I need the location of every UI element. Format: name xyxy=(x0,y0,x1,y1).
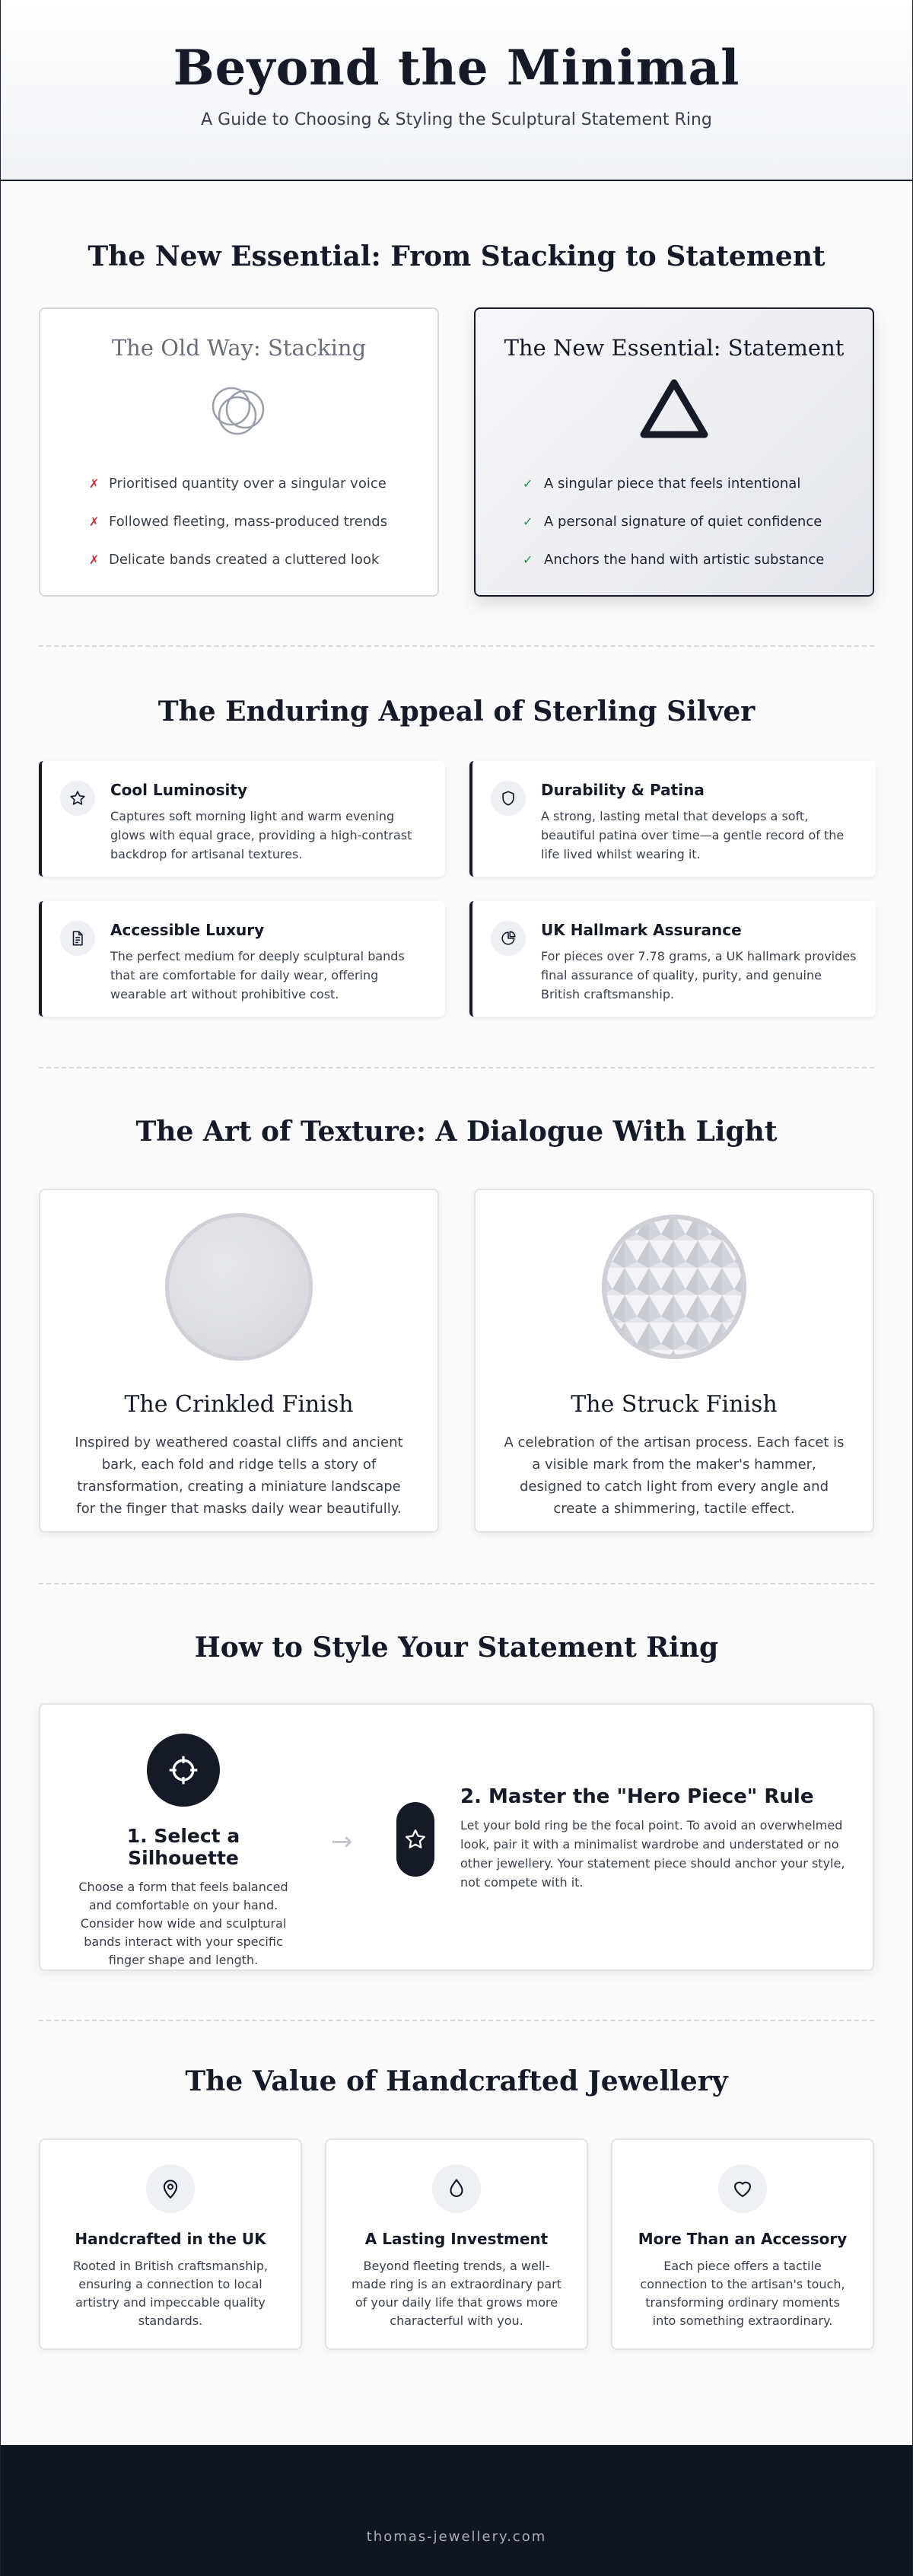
comparison xyxy=(39,307,874,597)
list-item xyxy=(523,464,873,502)
new-essential-heading: The New Essential: Statement xyxy=(504,335,845,361)
list-item xyxy=(523,540,873,578)
feature-body xyxy=(110,781,428,877)
star-icon xyxy=(60,781,95,816)
list-item xyxy=(89,540,437,578)
hero-header xyxy=(1,0,912,181)
old-way-card xyxy=(39,307,439,597)
feature-text: The perfect medium for deeply sculptural bands that are comfortable for daily wear, offering wearable art without prohibitive cost. xyxy=(110,949,405,1001)
list-item-text: A personal signature of quiet confidence xyxy=(544,513,822,530)
feature-title: UK Hallmark Assurance xyxy=(541,921,742,939)
step-2-text: Let your bold ring be the focal point. To avoid an overwhelmed look, pair it with a minimalist wardrobe and understated or no other jewellery. Your statement piece should anchor your style, not compete with it. xyxy=(460,1818,845,1890)
feature-text: Captures soft morning light and warm evening glows with equal grace, providing a high-contrast backdrop for artisanal textures. xyxy=(110,809,412,861)
old-way-list xyxy=(40,464,437,578)
step-1-title: 1. Select a Silhouette xyxy=(126,1825,240,1869)
texture-section xyxy=(1,1068,912,1533)
feature-text: A strong, lasting metal that develops a soft, beautiful patina over time—a gentle record of the life lived whilst wearing it. xyxy=(541,809,845,861)
value-card xyxy=(39,2138,302,2350)
step-2-title: 2. Master the "Hero Piece" Rule xyxy=(460,1785,814,1808)
feature-title: Durability & Patina xyxy=(541,781,705,799)
feature-grid xyxy=(39,761,874,1017)
cross-icon: ✗ xyxy=(89,514,100,529)
step-1 xyxy=(69,1734,297,1969)
page-subtitle: A Guide to Choosing & Styling the Sculptural Statement Ring xyxy=(201,110,712,129)
step-2 xyxy=(460,1785,864,1892)
feature-card xyxy=(469,761,876,877)
check-icon: ✓ xyxy=(523,552,533,567)
star-icon xyxy=(396,1802,434,1877)
list-item-text: Delicate bands created a cluttered look xyxy=(109,551,380,568)
value-card-text: Rooted in British craftsmanship, ensuring a connection to local artistry and impeccable quality standards. xyxy=(72,2259,269,2328)
stacked-rings-icon xyxy=(40,373,437,446)
essential-title: The New Essential: From Stacking to Statement xyxy=(87,240,826,272)
value-card-title: A Lasting Investment xyxy=(364,2230,549,2248)
essential-section xyxy=(1,181,912,597)
map-pin-icon xyxy=(146,2164,195,2213)
value-title: The Value of Handcrafted Jewellery xyxy=(185,2065,728,2097)
styling-section xyxy=(1,1584,912,1971)
feature-card xyxy=(469,901,876,1017)
silver-section xyxy=(1,647,912,1017)
list-item xyxy=(89,464,437,502)
styling-title: How to Style Your Statement Ring xyxy=(194,1632,719,1664)
texture-card xyxy=(474,1189,874,1533)
value-section xyxy=(1,2021,912,2350)
droplet-icon xyxy=(432,2164,481,2213)
feature-body xyxy=(110,921,428,1017)
page-title: Beyond the Minimal xyxy=(173,40,740,97)
footer xyxy=(1,2445,912,2576)
list-item-text: Followed fleeting, mass-produced trends xyxy=(109,513,388,530)
step-1-text: Choose a form that feels balanced and comfortable on your hand. Consider how wide and sculptural bands interact with your specific finger shape and length. xyxy=(78,1880,288,1967)
crosshair-icon xyxy=(147,1734,220,1807)
texture-title: The Art of Texture: A Dialogue With Light xyxy=(135,1116,778,1148)
feature-title: Accessible Luxury xyxy=(110,921,265,939)
value-card-text: Beyond fleeting trends, a well-made ring is an extraordinary part of your daily life that grows more characterful with you. xyxy=(351,2259,562,2328)
value-card-title: More Than an Accessory xyxy=(638,2230,848,2248)
cross-icon: ✗ xyxy=(89,476,100,491)
texture-card-text: A celebration of the artisan process. Each facet is a visible mark from the maker's hammer, designed to catch light from every angle and create a shimmering, tactile effect. xyxy=(504,1434,845,1517)
list-item-text: Anchors the hand with artistic substance xyxy=(544,551,825,568)
value-grid xyxy=(39,2138,874,2350)
struck-swatch xyxy=(600,1213,748,1361)
list-item xyxy=(523,502,873,540)
value-card xyxy=(611,2138,874,2350)
silver-title: The Enduring Appeal of Sterling Silver xyxy=(157,696,756,728)
feature-title: Cool Luminosity xyxy=(110,781,247,799)
list-item xyxy=(89,502,437,540)
texture-card xyxy=(39,1189,439,1533)
new-essential-list xyxy=(476,464,873,578)
pie-chart-icon xyxy=(491,921,526,956)
arrow-right-icon: → xyxy=(331,1826,353,1857)
check-icon: ✓ xyxy=(523,476,533,491)
feature-card xyxy=(39,761,445,877)
value-card-text: Each piece offers a tactile connection to the artisan's touch, transforming ordinary moments into something extraordinary. xyxy=(640,2259,845,2328)
new-essential-card xyxy=(474,307,874,597)
document-icon xyxy=(60,921,95,956)
value-card-title: Handcrafted in the UK xyxy=(75,2230,266,2248)
cross-icon: ✗ xyxy=(89,552,100,567)
heart-icon xyxy=(718,2164,767,2213)
texture-card-text: Inspired by weathered coastal cliffs and ancient bark, each fold and ridge tells a story of transformation, creating a miniature landscape for the finger that masks daily wear beautifully. xyxy=(75,1434,403,1517)
list-item-text: Prioritised quantity over a singular voice xyxy=(109,475,387,492)
texture-card-title: The Crinkled Finish xyxy=(124,1391,354,1418)
feature-card xyxy=(39,901,445,1017)
styling-card xyxy=(39,1703,874,1971)
crinkled-swatch xyxy=(165,1213,313,1361)
triangle-icon xyxy=(476,373,873,446)
list-item-text: A singular piece that feels intentional xyxy=(544,475,801,492)
feature-body xyxy=(541,781,859,877)
feature-body xyxy=(541,921,859,1017)
check-icon: ✓ xyxy=(523,514,533,529)
footer-logo-mark: T xyxy=(452,2479,461,2495)
footer-site-link[interactable]: thomas-jewellery.com xyxy=(366,2529,547,2545)
old-way-heading: The Old Way: Stacking xyxy=(111,335,367,361)
shield-icon xyxy=(491,781,526,816)
value-card xyxy=(325,2138,588,2350)
feature-text: For pieces over 7.78 grams, a UK hallmark provides final assurance of quality, purity, and genuine British craftsmanship. xyxy=(541,949,857,1001)
texture-card-title: The Struck Finish xyxy=(571,1391,778,1418)
texture-grid xyxy=(39,1189,874,1533)
